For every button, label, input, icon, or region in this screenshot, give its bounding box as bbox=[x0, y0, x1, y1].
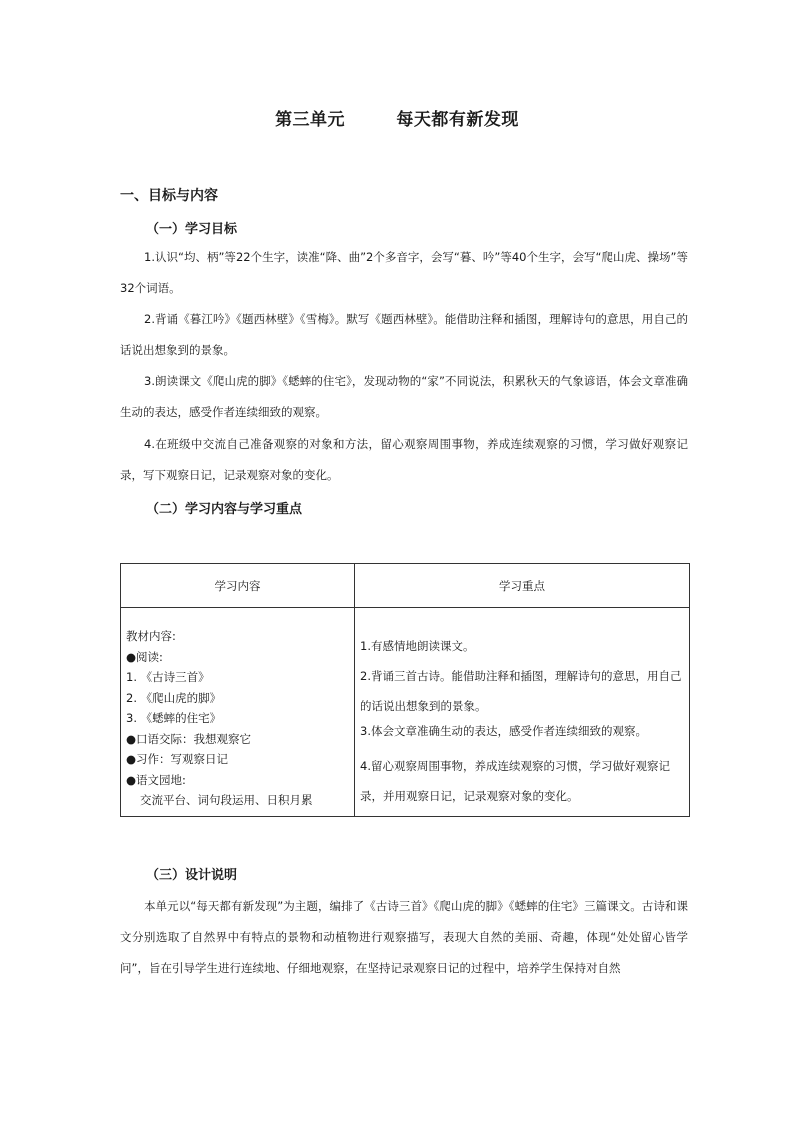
subsection-heading-objectives: （一）学习目标 bbox=[146, 222, 238, 237]
objective-item-3: 3.朗读课文《爬山虎的脚》《蟋蟀的住宅》，发现动物的“家”不同说法，积累秋天的气象谚语，体会文章准确生动的表达，感受作者连续细致的观察。 bbox=[120, 374, 688, 419]
language-garden-detail: 交流平台、词句段运用、日积月累 bbox=[140, 793, 313, 807]
focus-item-3: 3.体会文章准确生动的表达，感受作者连续细致的观察。 bbox=[360, 724, 647, 738]
objective-item-2: 2.背诵《暮江吟》《题西林壁》《雪梅》。默写《题西林壁》。能借助注释和插图，理解诗句的意思，用自己的话说出想象到的景象。 bbox=[120, 312, 688, 357]
reading-item-1: 1. 《古诗三首》 bbox=[126, 670, 210, 684]
focus-cell bbox=[355, 608, 690, 817]
objective-item-1: 1.认识“均、柄”等22个生字，读准“降、曲”2个多音字，会写“暮、吟”等40个生字，会写“爬山虎、操场”等32个词语。 bbox=[120, 250, 688, 295]
reading-label: ● 阅读: bbox=[126, 647, 354, 668]
subsection-heading-design: （三）设计说明 bbox=[146, 868, 238, 883]
study-table bbox=[120, 563, 690, 817]
focus-item-2: 2.背诵三首古诗。能借助注释和插图，理解诗句的意思，用自己的话说出想象到的景象。 bbox=[360, 669, 682, 713]
reading-item-2: 2. 《爬山虎的脚》 bbox=[126, 690, 222, 705]
table-header-focus: 学习重点 bbox=[355, 564, 690, 608]
section-heading-goals: 一、目标与内容 bbox=[120, 188, 218, 204]
focus-item-4: 4.留心观察周围事物，养成连续观察的习惯，学习做好观察记录，并用观察日记，记录观察对象的变化。 bbox=[360, 759, 670, 803]
table-row bbox=[121, 608, 690, 817]
writing-task: ● 习作：写观察日记 bbox=[126, 749, 354, 770]
table-header-row bbox=[121, 564, 690, 608]
objective-item-4: 4.在班级中交流自己准备观察的对象和方法，留心观察周围事物，养成连续观察的习惯，学习做好观察记录，写下观察日记，记录观察对象的变化。 bbox=[120, 437, 688, 482]
language-garden-label: ● 语文园地: bbox=[126, 770, 354, 791]
oral-communication: ● 口语交际：我想观察它 bbox=[126, 729, 354, 750]
page-title: 第三单元 每天都有新发现 bbox=[275, 110, 519, 130]
table-header-content: 学习内容 bbox=[121, 564, 355, 608]
design-description: 本单元以“每天都有新发现”为主题，编排了《古诗三首》《爬山虎的脚》《蟋蟀的住宅》三篇课文。古诗和课文分别选取了自然界中有特点的景物和动植物进行观察描写，表现大自然的美丽、奇趣，体现“处处留心皆学问”，旨在引导学生进行连续地、仔细地观察，在坚持记录观察日记的过程中，培养学生保持对自然 bbox=[120, 899, 688, 975]
content-cell bbox=[121, 608, 355, 817]
materials-intro: 教材内容: bbox=[126, 629, 176, 643]
focus-item-1: 1.有感情地朗读课文。 bbox=[360, 639, 475, 653]
subsection-heading-content: （二）学习内容与学习重点 bbox=[146, 502, 303, 517]
reading-item-3: 3. 《蟋蟀的住宅》 bbox=[126, 711, 222, 725]
